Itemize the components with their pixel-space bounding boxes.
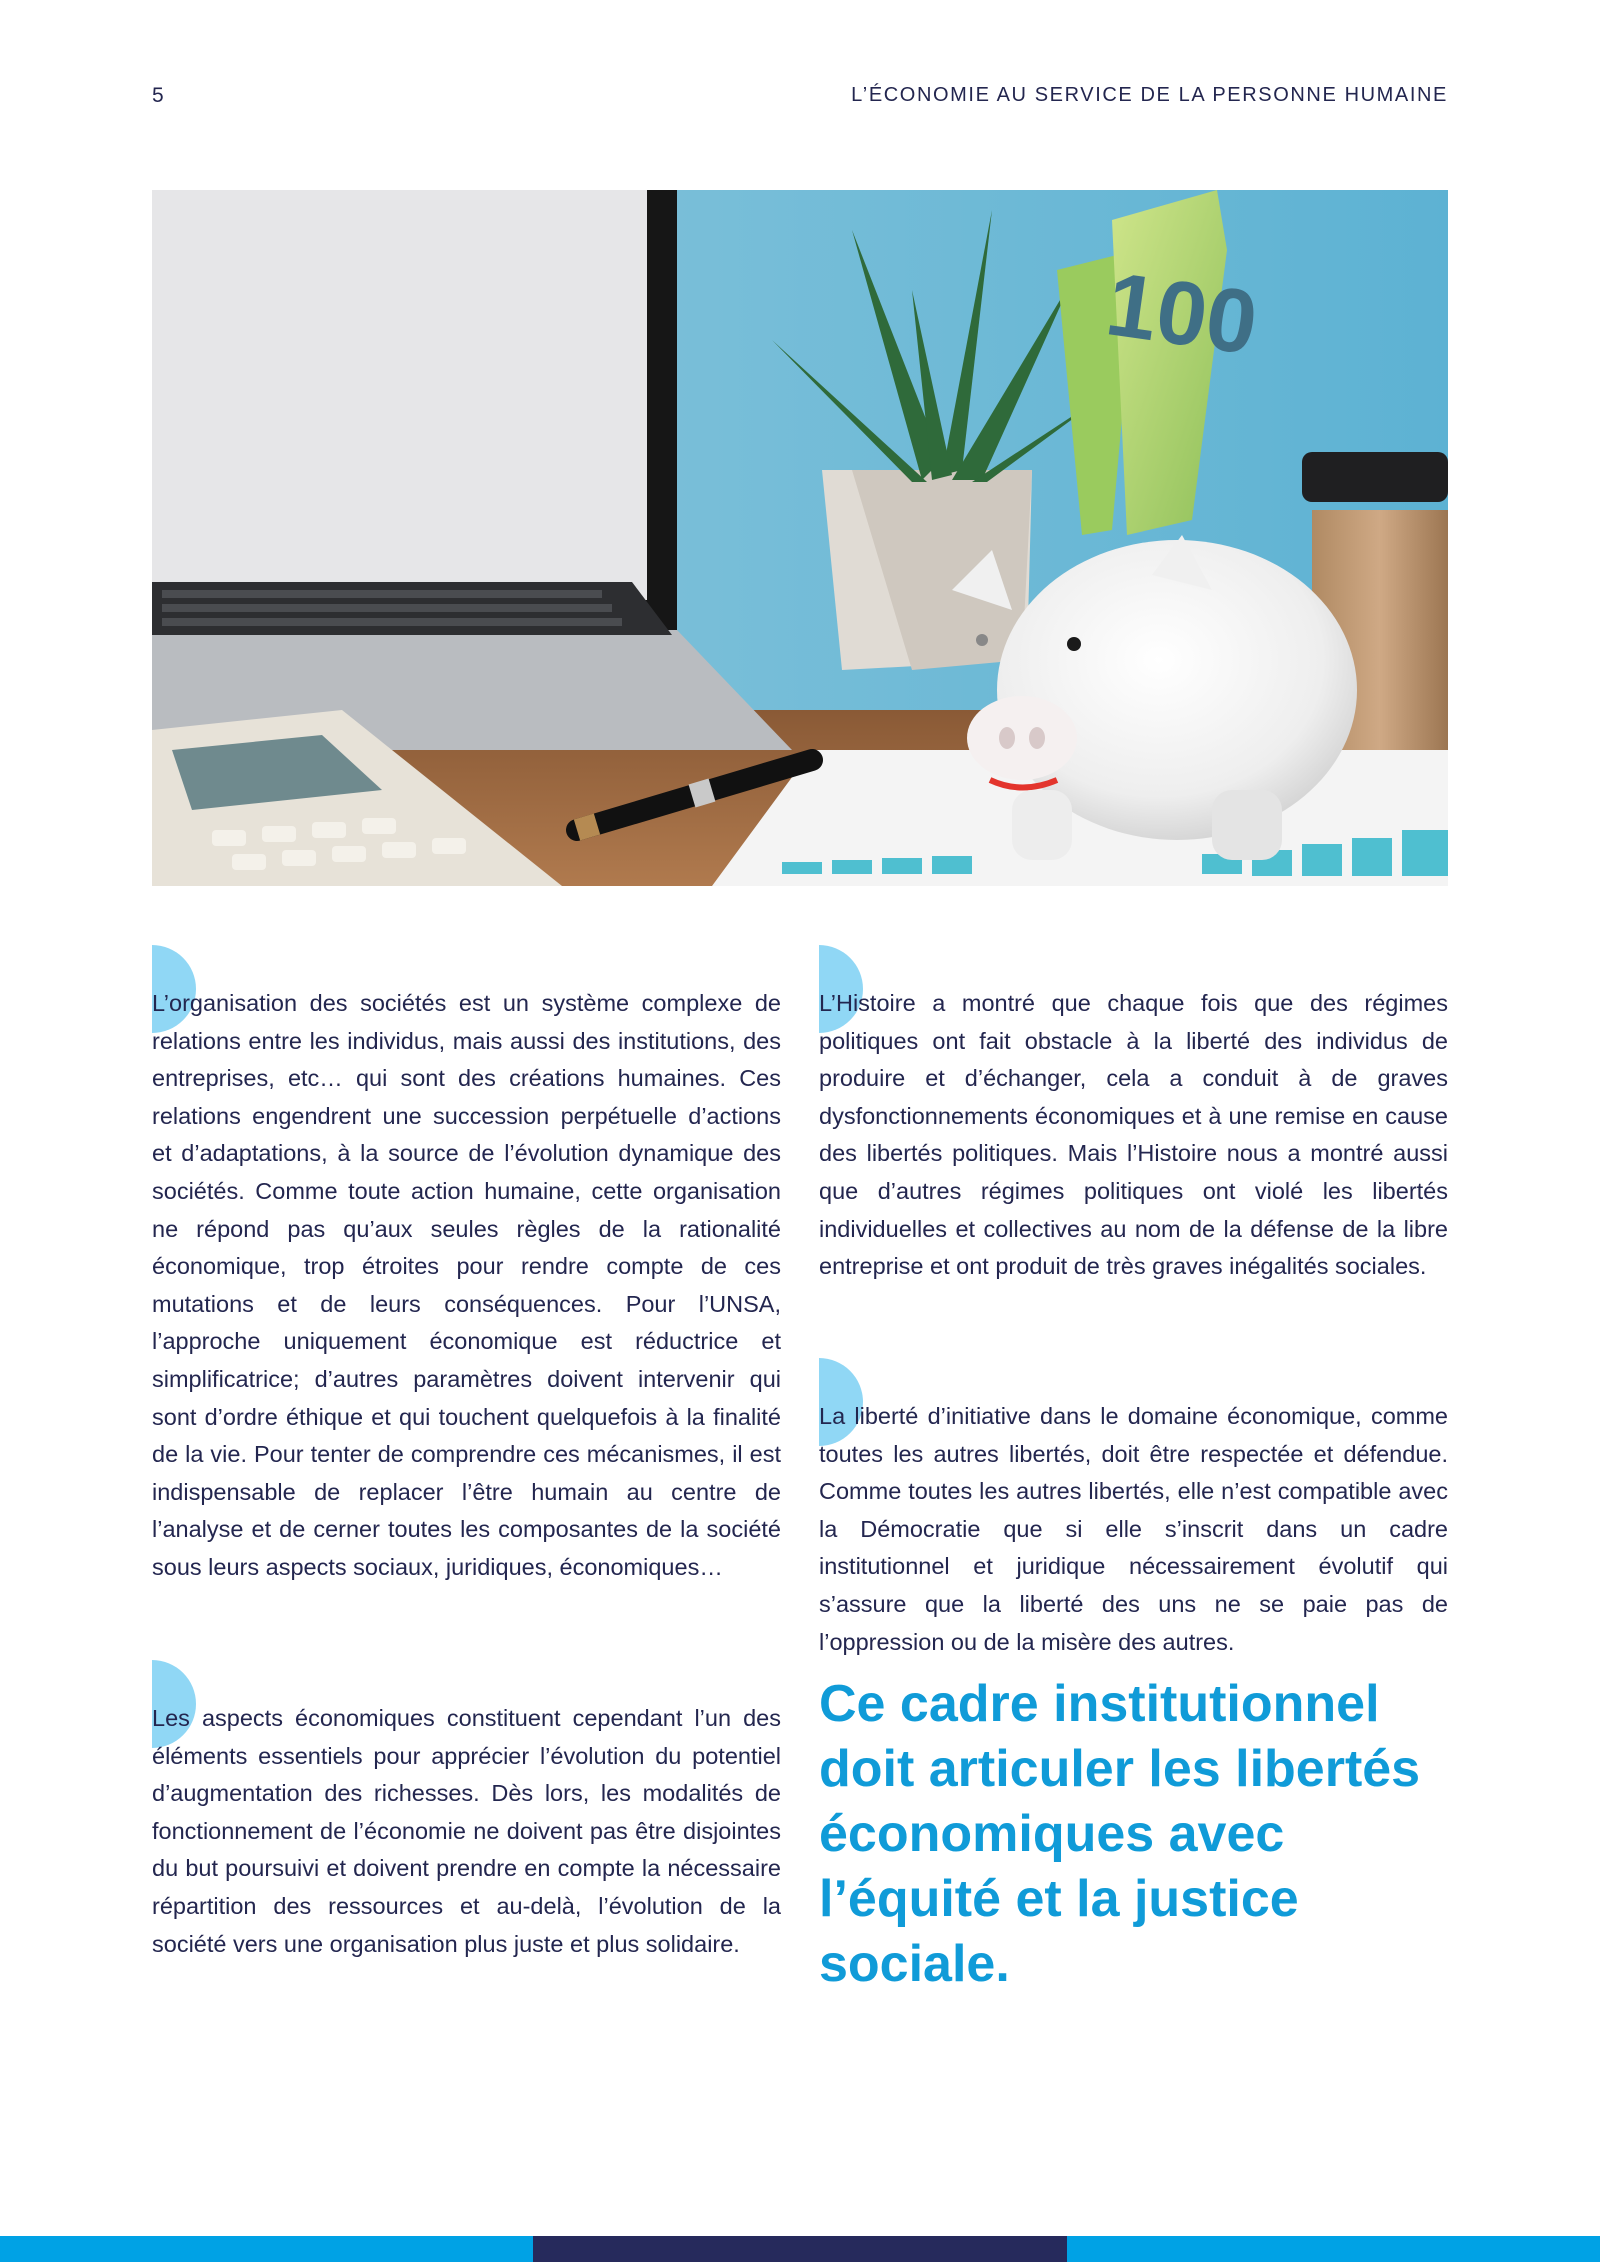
footer-bar-right: [1067, 2236, 1600, 2262]
footer-bar-middle: [533, 2236, 1067, 2262]
paragraph-bullet: [152, 1660, 196, 1748]
footer-bar-left: [0, 2236, 533, 2262]
right-paragraph-1: L’Histoire a montré que chaque fois que des régimes politiques ont fait obstacle à la liberté des individus de produire et d’échanger, cela a conduit à de graves dysfonctionnements économiques et à une remise en cause des libertés politiques. Mais l’Histoire nous a montré aussi que d’autres régimes politiques ont violé les libertés individuelles et collectives au nom de la défense de la libre entreprise et ont produit de très graves inégalités sociales.: [819, 985, 1448, 1286]
left-paragraph-2: Les aspects économiques constituent cependant l’un des éléments essentiels pour apprécier l’évolution du potentiel d’augmentation des richesses. Dès lors, les modalités de fonctionnement de l’économie ne doivent pas être disjointes du but poursuivi et doivent prendre en compte la nécessaire répartition des ressources et au-delà, l’évolution de la société vers une organisation plus juste et plus solidaire.: [152, 1700, 781, 1963]
page-number: 5: [152, 84, 165, 107]
banknote-label: 100: [1100, 254, 1264, 375]
paragraph-bullet: [819, 1358, 863, 1446]
paragraph-bullet: [152, 945, 196, 1033]
running-header: L’ÉCONOMIE AU SERVICE DE LA PERSONNE HUMAINE: [851, 84, 1448, 106]
hero-photo: [152, 190, 1448, 886]
paragraph-bullet: [819, 945, 863, 1033]
right-paragraph-2: La liberté d’initiative dans le domaine économique, comme toutes les autres libertés, doit être respectée et défendue. Comme toutes les autres libertés, elle n’est compatible avec la Démocratie que si elle s’inscrit dans un cadre institutionnel et juridique nécessairement évolutif qui s’assure que la liberté des uns ne se paie pas de l’oppression ou de la misère des autres.: [819, 1398, 1448, 1661]
pull-quote: Ce cadre institutionnel doit articuler les libertés économiques avec l’équité et la justice sociale.: [819, 1675, 1421, 1993]
left-paragraph-1: L’organisation des sociétés est un système complexe de relations entre les individus, mais aussi des institutions, des entreprises, etc… qui sont des créations humaines. Ces relations engendrent une succession perpétuelle d’actions et d’adaptations, à la source de l’évolution dynamique des sociétés. Comme toute action humaine, cette organisation ne répond pas qu’aux seules règles de la rationalité économique, trop étroites pour rendre compte de ces mutations et de leurs conséquences. Pour l’UNSA, l’approche uniquement économique est réductrice et simplificatrice; d’autres paramètres doivent intervenir qui sont d’ordre éthique et qui touchent quelquefois à la finalité de la vie. Pour tenter de comprendre ces mécanismes, il est indispensable de replacer l’être humain au centre de l’analyse et de cerner toutes les composantes de la société sous leurs aspects sociaux, juridiques, économiques…: [152, 985, 781, 1587]
